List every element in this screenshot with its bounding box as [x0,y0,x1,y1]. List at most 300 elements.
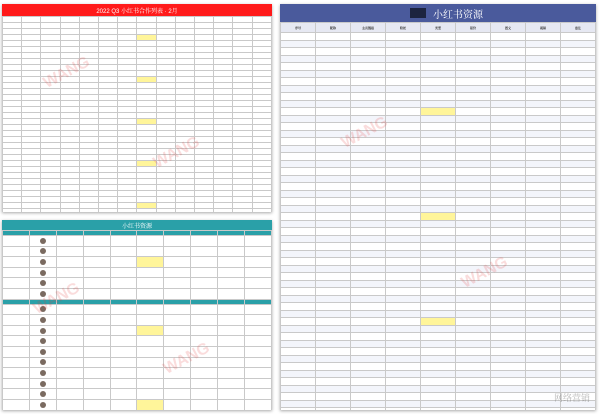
table-cell [281,190,316,198]
table-cell [175,209,194,213]
table-cell [491,145,526,153]
table-cell [191,378,218,389]
table-cell [561,303,596,311]
table-row [3,304,272,315]
table-cell [386,250,421,258]
table-cell [316,355,351,363]
table-cell [386,175,421,183]
table-cell [281,183,316,191]
table-cell [137,304,164,315]
table-cell [561,190,596,198]
table-cell [526,108,561,116]
table-cell [491,333,526,341]
table-cell [421,138,456,146]
table-cell [316,168,351,176]
table-cell [29,278,56,289]
table-cell [316,348,351,356]
table-cell [421,63,456,71]
table-cell [281,280,316,288]
table-cell [526,63,561,71]
table-cell [60,209,79,213]
table-cell [526,303,561,311]
table-cell [29,304,56,315]
table-cell [421,40,456,48]
table-cell [421,250,456,258]
table-cell [281,55,316,63]
table-cell [526,250,561,258]
table-cell [83,399,110,410]
table-cell [386,273,421,281]
table-cell [386,213,421,221]
table-cell [218,368,245,379]
table-cell [456,235,491,243]
table-row [281,93,596,101]
table-cell [561,325,596,333]
table-cell [561,175,596,183]
table-row [3,346,272,357]
table-cell [281,378,316,386]
table-cell [561,213,596,221]
table-cell [526,273,561,281]
table-cell [351,175,386,183]
table-cell [421,340,456,348]
table-cell [281,370,316,378]
table-cell [351,108,386,116]
table-cell [351,123,386,131]
table-cell [218,325,245,336]
table-cell [456,85,491,93]
table-cell [281,348,316,356]
table-cell [421,70,456,78]
spreadsheet-creators [2,220,272,410]
table-cell [386,258,421,266]
table-cell [386,63,421,71]
table-cell [351,280,386,288]
table-row [281,333,596,341]
table-cell [456,78,491,86]
table-cell [561,168,596,176]
table-cell [245,267,272,278]
table-cell [281,400,316,408]
table-cell [386,370,421,378]
table-cell [29,315,56,326]
table-cell [421,273,456,281]
table-cell [351,288,386,296]
table-cell [56,288,83,299]
table-cell [491,220,526,228]
table-cell [561,258,596,266]
table-cell [191,336,218,347]
sheet-c-title: 小红书资源 [121,223,152,230]
table-cell [3,325,30,336]
table-cell [351,213,386,221]
table-cell [491,190,526,198]
table-cell [561,265,596,273]
table-row [3,278,272,289]
table-cell [110,357,137,368]
sheet-b-title: 小红书资源 [433,9,483,21]
table-cell [421,333,456,341]
table-cell [526,355,561,363]
table-cell [526,123,561,131]
table-cell [218,389,245,400]
table-cell [83,325,110,336]
table-row [3,257,272,268]
table-cell [526,33,561,41]
table-row [281,385,596,393]
table-row [281,33,596,41]
table-cell [351,325,386,333]
table-cell [281,220,316,228]
table-cell [421,408,456,411]
table-cell [137,378,164,389]
sheet-a-table [2,16,272,212]
sheet-a-title: 2022 Q3 小红书合作列表 · 2月 [96,8,178,15]
table-cell [29,336,56,347]
table-cell [421,33,456,41]
table-row [281,108,596,116]
table-cell [351,408,386,411]
table-cell [526,145,561,153]
table-cell [351,33,386,41]
table-cell [29,378,56,389]
table-cell [110,325,137,336]
table-cell [29,357,56,368]
table-cell [421,175,456,183]
table-cell [386,355,421,363]
table-cell [386,288,421,296]
table-cell [218,378,245,389]
table-row [3,399,272,410]
table-cell [491,288,526,296]
table-cell [386,295,421,303]
table-cell [316,378,351,386]
table-cell [491,340,526,348]
table-cell [491,408,526,411]
table-cell [456,190,491,198]
table-cell [316,205,351,213]
table-cell [110,346,137,357]
table-cell [22,209,41,213]
avatar [40,238,46,244]
table-cell [491,130,526,138]
table-cell [526,130,561,138]
table-cell [29,288,56,299]
table-cell [118,209,137,213]
table-cell [386,280,421,288]
table-cell [281,408,316,411]
table-cell [351,235,386,243]
table-cell [316,130,351,138]
table-cell [526,220,561,228]
table-cell [110,304,137,315]
table-cell [351,198,386,206]
table-cell [491,265,526,273]
table-row [281,168,596,176]
table-cell [56,257,83,268]
table-cell [561,115,596,123]
table-cell [214,209,233,213]
table-cell [491,228,526,236]
table-cell [281,198,316,206]
header-cell: 序号 [281,23,316,33]
avatar [40,370,46,376]
table-cell [526,228,561,236]
table-cell [386,265,421,273]
table-cell [561,183,596,191]
table-cell [421,108,456,116]
table-cell [29,389,56,400]
table-cell [164,278,191,289]
table-cell [491,213,526,221]
table-cell [29,236,56,247]
table-cell [316,138,351,146]
table-cell [456,55,491,63]
table-cell [386,198,421,206]
table-cell [456,243,491,251]
table-cell [421,48,456,56]
table-cell [29,246,56,257]
table-cell [351,250,386,258]
table-row [281,220,596,228]
table-cell [456,310,491,318]
corner-watermark: 网络营销 [553,393,590,403]
table-cell [456,33,491,41]
table-row [3,378,272,389]
table-cell [421,265,456,273]
table-cell [386,55,421,63]
table-cell [110,288,137,299]
table-cell [281,325,316,333]
table-cell [491,393,526,401]
table-cell [3,346,30,357]
table-cell [456,303,491,311]
table-cell [316,265,351,273]
table-row [281,63,596,71]
table-cell [191,236,218,247]
table-cell [351,190,386,198]
table-cell [83,368,110,379]
sheet-c-title-bar [2,220,272,230]
table-cell [561,243,596,251]
table-cell [351,78,386,86]
table-cell [526,340,561,348]
table-cell [421,325,456,333]
table-cell [281,318,316,326]
avatar [40,402,46,408]
header-cell: 类型 [421,23,456,33]
table-cell [83,246,110,257]
table-cell [526,85,561,93]
table-cell [526,138,561,146]
table-cell [164,236,191,247]
table-cell [386,160,421,168]
table-cell [456,258,491,266]
table-cell [281,310,316,318]
table-cell [456,363,491,371]
table-row [3,325,272,336]
table-cell [561,370,596,378]
table-cell [526,205,561,213]
table-cell [526,348,561,356]
table-cell [316,55,351,63]
table-cell [526,288,561,296]
table-cell [456,325,491,333]
table-cell [421,123,456,131]
table-cell [351,63,386,71]
table-cell [164,357,191,368]
table-row [281,70,596,78]
table-cell [110,315,137,326]
table-cell [456,198,491,206]
table-cell [245,325,272,336]
avatar [40,291,46,297]
header-cell: 视频 [526,23,561,33]
table-cell [281,385,316,393]
table-cell [456,295,491,303]
table-cell [137,325,164,336]
table-cell [316,190,351,198]
sheet-b-table [280,22,596,410]
table-cell [386,190,421,198]
table-cell [191,246,218,257]
header-cell: 粉丝 [386,23,421,33]
table-cell [137,267,164,278]
table-cell [281,93,316,101]
table-cell [316,273,351,281]
table-cell [316,250,351,258]
header-cell: 主页链接 [351,23,386,33]
table-cell [56,357,83,368]
table-cell [491,205,526,213]
avatar [40,338,46,344]
table-cell [316,363,351,371]
table-cell [351,348,386,356]
table-cell [526,408,561,411]
table-cell [386,183,421,191]
table-row [281,183,596,191]
table-row [281,340,596,348]
table-cell [316,235,351,243]
table-cell [456,205,491,213]
table-cell [386,228,421,236]
table-cell [456,123,491,131]
table-cell [137,368,164,379]
table-cell [421,370,456,378]
table-cell [218,288,245,299]
table-cell [421,198,456,206]
table-cell [526,48,561,56]
table-row [281,273,596,281]
table-cell [526,333,561,341]
table-cell [191,389,218,400]
table-cell [218,304,245,315]
table-cell [316,243,351,251]
avatar [40,280,46,286]
table-cell [421,78,456,86]
table-cell [421,100,456,108]
table-cell [351,243,386,251]
table-cell [561,355,596,363]
table-cell [526,325,561,333]
table-cell [561,160,596,168]
table-cell [3,267,30,278]
table-cell [526,310,561,318]
table-cell [164,288,191,299]
table-cell [191,399,218,410]
table-cell [164,257,191,268]
table-cell [164,346,191,357]
table-cell [421,153,456,161]
table-cell [110,336,137,347]
table-cell [456,63,491,71]
table-cell [351,228,386,236]
table-cell [456,213,491,221]
table-cell [29,346,56,357]
table-cell [456,378,491,386]
spreadsheet-q3-list [2,4,272,212]
table-row [3,236,272,247]
table-cell [421,55,456,63]
table-cell [281,243,316,251]
table-cell [491,198,526,206]
table-row [281,55,596,63]
table-cell [386,400,421,408]
avatar [40,270,46,276]
table-cell [351,48,386,56]
table-cell [421,280,456,288]
table-cell [3,357,30,368]
table-cell [3,236,30,247]
table-cell [281,78,316,86]
table-cell [561,145,596,153]
table-cell [281,228,316,236]
table-cell [351,115,386,123]
table-cell [245,257,272,268]
table-row [3,336,272,347]
table-cell [421,130,456,138]
table-row [281,378,596,386]
table-cell [83,389,110,400]
table-cell [491,100,526,108]
table-cell [281,295,316,303]
table-cell [491,55,526,63]
table-cell [164,378,191,389]
table-cell [561,378,596,386]
table-cell [3,315,30,326]
table-cell [561,280,596,288]
table-cell [456,175,491,183]
table-cell [281,40,316,48]
table-row [281,325,596,333]
table-cell [456,355,491,363]
table-cell [386,303,421,311]
table-row [281,370,596,378]
table-cell [316,213,351,221]
table-cell [491,123,526,131]
table-cell [316,258,351,266]
table-row [281,235,596,243]
table-cell [164,304,191,315]
table-cell [491,175,526,183]
table-cell [218,278,245,289]
table-cell [316,310,351,318]
table-cell [281,153,316,161]
table-cell [386,243,421,251]
table-cell [526,198,561,206]
table-row [3,209,272,213]
table-cell [491,40,526,48]
